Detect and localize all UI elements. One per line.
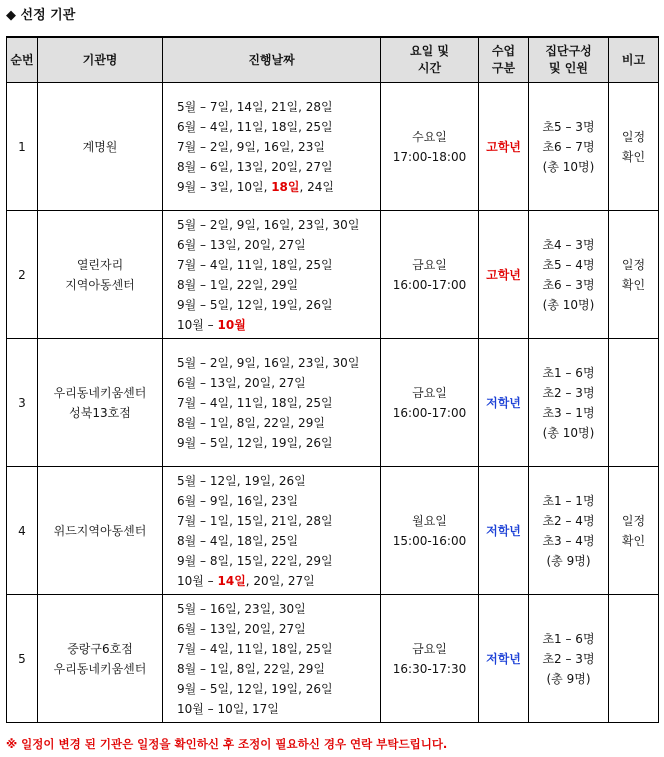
day-time <box>381 83 479 211</box>
schedule-dates <box>163 595 381 723</box>
schedule-month-line <box>177 599 378 619</box>
date-text: 10월 – <box>177 317 218 332</box>
institution-name-line: 지역아동센터 <box>65 277 135 292</box>
institution-name <box>38 467 163 595</box>
row-number: 4 <box>7 467 38 595</box>
date-text: , 20일, 27일 <box>245 573 315 588</box>
date-text: 9월 – 5일, 12일, 19일, 26일 <box>177 681 333 696</box>
schedule-month-line <box>177 531 378 551</box>
date-text: 7월 – 1일, 15일, 21일, 28일 <box>177 513 333 528</box>
schedule-month-line <box>177 373 378 393</box>
changed-date: 18일 <box>271 179 300 194</box>
group-composition <box>529 83 609 211</box>
schedule-month-line <box>177 619 378 639</box>
schedule-month-line <box>177 295 378 315</box>
header-row <box>7 37 659 83</box>
institution-name-line: 성북13호점 <box>69 405 131 420</box>
date-text: 5월 – 2일, 9일, 16일, 23일, 30일 <box>177 217 360 232</box>
institution-name <box>38 339 163 467</box>
note <box>609 339 659 467</box>
weekday: 수요일 <box>412 129 447 144</box>
schedule-month-line <box>177 315 378 335</box>
group-composition <box>529 211 609 339</box>
day-time <box>381 467 479 595</box>
group-composition <box>529 595 609 723</box>
date-text: 8월 – 6일, 13일, 20일, 27일 <box>177 159 333 174</box>
group-line: 초2 – 4명 <box>542 513 595 528</box>
note-line: 일정 <box>621 513 646 528</box>
institution-name-line: 우리동네키움센터 <box>53 661 147 676</box>
institution-name-line: 중랑구6호점 <box>67 641 133 656</box>
row-number: 1 <box>7 83 38 211</box>
row-number: 5 <box>7 595 38 723</box>
date-text: 10월 – <box>177 573 218 588</box>
schedule-dates <box>163 211 381 339</box>
schedule-month-line <box>177 433 378 453</box>
class-level: 저학년 <box>479 595 529 723</box>
weekday: 월요일 <box>412 513 447 528</box>
time-range: 16:00-17:00 <box>392 405 467 420</box>
note <box>609 83 659 211</box>
class-level: 저학년 <box>479 467 529 595</box>
schedule-month-line <box>177 97 378 117</box>
group-composition <box>529 467 609 595</box>
schedule-month-line <box>177 639 378 659</box>
header-day-time <box>381 37 479 83</box>
note-line: 확인 <box>621 277 646 292</box>
date-text: 5월 – 12일, 19일, 26일 <box>177 473 306 488</box>
group-line: 초1 – 1명 <box>542 493 595 508</box>
schedule-month-line <box>177 551 378 571</box>
header-group <box>529 37 609 83</box>
date-text: 8월 – 1일, 8일, 22일, 29일 <box>177 415 325 430</box>
date-text: 8월 – 1일, 8일, 22일, 29일 <box>177 661 325 676</box>
group-line: 초5 – 3명 <box>542 119 595 134</box>
table-row <box>7 211 659 339</box>
weekday: 금요일 <box>412 385 447 400</box>
date-text: 5월 – 7일, 14일, 21일, 28일 <box>177 99 333 114</box>
time-range: 16:30-17:30 <box>392 661 467 676</box>
table-row <box>7 83 659 211</box>
date-text: 6월 – 4일, 11일, 18일, 25일 <box>177 119 333 134</box>
header-note: 비고 <box>609 37 659 83</box>
schedule-month-line <box>177 117 378 137</box>
schedule-month-line <box>177 413 378 433</box>
schedule-month-line <box>177 659 378 679</box>
group-line: (총 10명) <box>542 297 595 312</box>
institution-name-line: 위드지역아동센터 <box>53 523 147 538</box>
header-org: 기관명 <box>38 37 163 83</box>
institution-name <box>38 83 163 211</box>
group-line: 초4 – 3명 <box>542 237 595 252</box>
date-text: 8월 – 4일, 18일, 25일 <box>177 533 299 548</box>
institution-name-line: 계명원 <box>82 139 118 154</box>
changed-date: 14일 <box>217 573 246 588</box>
class-level: 고학년 <box>479 83 529 211</box>
schedule-month-line <box>177 215 378 235</box>
note <box>609 467 659 595</box>
note-line: 확인 <box>621 149 646 164</box>
schedule-dates <box>163 83 381 211</box>
changed-date: 10월 <box>217 317 246 332</box>
schedule-month-line <box>177 393 378 413</box>
table-row <box>7 595 659 723</box>
schedule-month-line <box>177 177 378 197</box>
date-text: 10월 – 10일, 17일 <box>177 701 279 716</box>
group-line: 초2 – 3명 <box>542 651 595 666</box>
section-title: ◆ 선정 기관 <box>6 8 76 23</box>
group-line: 초6 – 3명 <box>542 277 595 292</box>
date-text: 7월 – 2일, 9일, 16일, 23일 <box>177 139 325 154</box>
day-time <box>381 595 479 723</box>
class-level: 고학년 <box>479 211 529 339</box>
schedule-month-line <box>177 511 378 531</box>
schedule-dates <box>163 339 381 467</box>
weekday: 금요일 <box>412 257 447 272</box>
table-row <box>7 339 659 467</box>
note <box>609 595 659 723</box>
date-text: 9월 – 5일, 12일, 19일, 26일 <box>177 297 333 312</box>
schedule-month-line <box>177 679 378 699</box>
schedule-month-line <box>177 157 378 177</box>
schedule-month-line <box>177 471 378 491</box>
header-group-line1: 집단구성 <box>545 44 592 58</box>
group-line: (총 9명) <box>546 671 591 686</box>
time-range: 17:00-18:00 <box>392 149 467 164</box>
group-line: (총 9명) <box>546 553 591 568</box>
date-text: 6월 – 13일, 20일, 27일 <box>177 375 306 390</box>
selected-institutions-table <box>6 36 659 723</box>
date-text: 5월 – 16일, 23일, 30일 <box>177 601 306 616</box>
header-dates: 진행날짜 <box>163 37 381 83</box>
header-class <box>479 37 529 83</box>
date-text: 9월 – 8일, 15일, 22일, 29일 <box>177 553 333 568</box>
date-text: 6월 – 13일, 20일, 27일 <box>177 621 306 636</box>
date-text: 8월 – 1일, 22일, 29일 <box>177 277 299 292</box>
schedule-month-line <box>177 353 378 373</box>
note-line: 일정 <box>621 129 646 144</box>
table-row <box>7 467 659 595</box>
header-day-time-line2: 시간 <box>417 61 442 75</box>
group-line: 초1 – 6명 <box>542 365 595 380</box>
group-composition <box>529 339 609 467</box>
header-class-line2: 구분 <box>491 61 516 75</box>
date-text: 7월 – 4일, 11일, 18일, 25일 <box>177 395 333 410</box>
institution-name <box>38 595 163 723</box>
group-line: (총 10명) <box>542 159 595 174</box>
header-no: 순번 <box>7 37 38 83</box>
footnote: ※ 일정이 변경 된 기관은 일정을 확인하신 후 조정이 필요하신 경우 연락 부탁드립니다. <box>6 737 448 751</box>
institution-name <box>38 211 163 339</box>
header-day-time-line1: 요일 및 <box>410 44 449 58</box>
header-group-line2: 및 인원 <box>549 61 588 75</box>
group-line: 초3 – 4명 <box>542 533 595 548</box>
institution-name-line: 열린자리 <box>76 257 124 272</box>
schedule-month-line <box>177 571 378 591</box>
group-line: (총 10명) <box>542 425 595 440</box>
institution-name-line: 우리동네키움센터 <box>53 385 147 400</box>
group-line: 초3 – 1명 <box>542 405 595 420</box>
note-line: 확인 <box>621 533 646 548</box>
date-text: 6월 – 9일, 16일, 23일 <box>177 493 299 508</box>
date-text: 7월 – 4일, 11일, 18일, 25일 <box>177 641 333 656</box>
day-time <box>381 339 479 467</box>
date-text: , 24일 <box>299 179 334 194</box>
date-text: 6월 – 13일, 20일, 27일 <box>177 237 306 252</box>
schedule-month-line <box>177 491 378 511</box>
header-class-line1: 수업 <box>491 44 516 58</box>
schedule-dates <box>163 467 381 595</box>
schedule-month-line <box>177 275 378 295</box>
group-line: 초5 – 4명 <box>542 257 595 272</box>
schedule-month-line <box>177 255 378 275</box>
date-text: 5월 – 2일, 9일, 16일, 23일, 30일 <box>177 355 360 370</box>
time-range: 16:00-17:00 <box>392 277 467 292</box>
note <box>609 211 659 339</box>
time-range: 15:00-16:00 <box>392 533 467 548</box>
row-number: 2 <box>7 211 38 339</box>
note-line: 일정 <box>621 257 646 272</box>
day-time <box>381 211 479 339</box>
date-text: 9월 – 3일, 10일, <box>177 179 272 194</box>
date-text: 7월 – 4일, 11일, 18일, 25일 <box>177 257 333 272</box>
weekday: 금요일 <box>412 641 447 656</box>
schedule-month-line <box>177 137 378 157</box>
group-line: 초6 – 7명 <box>542 139 595 154</box>
class-level: 저학년 <box>479 339 529 467</box>
schedule-month-line <box>177 699 378 719</box>
date-text: 9월 – 5일, 12일, 19일, 26일 <box>177 435 333 450</box>
schedule-month-line <box>177 235 378 255</box>
group-line: 초2 – 3명 <box>542 385 595 400</box>
row-number: 3 <box>7 339 38 467</box>
group-line: 초1 – 6명 <box>542 631 595 646</box>
